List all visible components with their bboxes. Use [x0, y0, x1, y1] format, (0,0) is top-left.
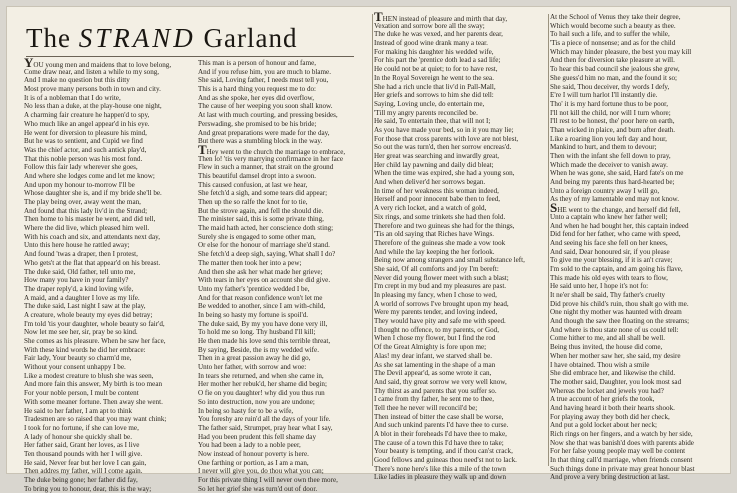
verse-line: The duke being gone; her father did fay,: [24, 476, 138, 484]
verse-line: She said, Of all comforts and joy I'm bereft:: [374, 264, 499, 273]
verse-line: Who much like an angel appear'd in his eye.: [24, 119, 150, 128]
verse-line: But there was a stumbling block in the way.: [198, 137, 323, 146]
verse-line: Were my parents tender, and loving indeed,: [374, 308, 498, 317]
verse-line: You foreshy are ruin'd all the days of your life.: [198, 415, 331, 424]
verse-line: And such unkind parents I'd have thee to curse.: [374, 421, 509, 430]
verse-line: She fetch'd a deep sigh, saying, What shall I do?: [198, 250, 336, 259]
verse-line: So into destruction, now you are undone;: [198, 397, 315, 406]
verse-line: Fair lady, Your beauty so charm'd me,: [24, 354, 132, 363]
verse-line: Like a modest creature to blush she was seen,: [24, 371, 154, 380]
verse-line: They would have pity and safe me with speed.: [374, 317, 506, 326]
verse-line: Her griefs and sorrows to him she did tell:: [374, 91, 494, 100]
verse-line: Follow this fair lady wherever she goes,: [24, 163, 138, 172]
verse-line: In pleasing my fancy, when I chose to wed,: [374, 291, 497, 299]
verse-line: Then in a great passion away he did go,: [198, 354, 311, 363]
verse-line: Being thus invited, the house did come,: [550, 343, 663, 352]
verse-line: She guess'd him no man, and the found it so;: [550, 73, 677, 82]
verse-line: And though the saw thee floating on the streams;: [550, 317, 690, 326]
verse-line: So out the was turn'd, then her sorrow encreas'd.: [374, 143, 512, 152]
verse-line: The play being over, away went the man,: [24, 198, 141, 206]
verse-line: Good fellows and guineas thou need'st not to lack.: [374, 456, 517, 465]
verse-line: Instead of good wine drank many a tear.: [374, 39, 488, 48]
verse-line: O fie on you daughter! why did you thus run: [198, 389, 325, 398]
verse-line: He said, To entertain thee, that will not I;: [374, 117, 491, 126]
verse-line: And while the lay keeping the her forlook.: [374, 247, 495, 256]
verse-line: Like a roaring lion you left day and hour,: [550, 134, 667, 143]
verse-line: Then with the infant she fell down to pray,: [550, 152, 671, 160]
verse-line: THEN instead of pleasure and mirth that day,: [374, 9, 508, 24]
verse-line: Never did young flower meet with such a blast;: [374, 273, 509, 282]
verse-line: Thy thirst as and parents that you suffer so.: [374, 386, 497, 395]
verse-column-2: [198, 59, 370, 493]
verse-line: But the strove again, and fell the should die.: [198, 206, 324, 215]
verse-line: Be wedded to another, since I am with-child,: [198, 302, 326, 311]
verse-line: I came from thy father, he sent me to thee,: [374, 395, 495, 404]
verse-line: Herself and poor innocent babe then to feed,: [374, 195, 501, 204]
verse-line: At last with much courting, and pressing besides,: [198, 111, 338, 120]
verse-line: Such things done in private may great honour blast: [550, 464, 695, 473]
column-divider: [372, 14, 373, 466]
verse-line: To give me your blessing, if it is an't crave;: [550, 256, 673, 265]
verse-line: And said, thy great sorrow we very well know,: [374, 377, 507, 386]
verse-line: Alas! my dear infant, we starved shall be.: [374, 351, 492, 360]
verse-line: E're I will turn harlot I'll instantly die.: [550, 91, 658, 100]
verse-line: To hail such a life, and to suffer the while,: [550, 30, 670, 39]
verse-line: And then for diversion take pleasure at will.: [550, 56, 675, 65]
verse-line: Tho' it is my hard fortune thus to be poor,: [550, 99, 669, 108]
verse-line: This made his old eyes with tears to flow,: [550, 273, 668, 282]
verse-line: And if you refuse him, you are much to blame.: [198, 67, 331, 76]
verse-line: He then made his love send this terrible threat,: [198, 337, 331, 345]
verse-line: The duke said, Last night I saw at the play,: [24, 302, 146, 311]
verse-line: A charming fair creature he happen'd to spy,: [24, 111, 150, 120]
verse-line: Flew in such a manner, that strait on the ground: [198, 163, 334, 172]
verse-column-1: [24, 55, 194, 493]
verse-line: Unto a captain who knew her father well;: [550, 212, 668, 221]
title-prefix: The: [26, 23, 79, 53]
verse-line: For making his daughter his wedded wife,: [374, 47, 494, 56]
verse-line: Her mother her rebuk'd, her shame did begin;: [198, 380, 327, 389]
verse-line: Rich rings on her fingers, and a watch by her side,: [550, 430, 693, 438]
verse-line: THey went to the church the marriage to embrace,: [198, 141, 346, 157]
verse-line: With his coach and six, and attendants next day,: [24, 232, 160, 241]
verse-line: She fetch'd a sigh, and some tears did appear;: [198, 189, 328, 198]
verse-line: And found that this lady liv'd in the Strand;: [24, 206, 148, 215]
verse-line: As she sat lamenting in the shape of a man: [374, 360, 496, 369]
verse-line: Was the chief actor, and such antick play'd,: [24, 145, 147, 154]
verse-line: She comes as his pleasure. When he saw her face,: [24, 337, 166, 345]
verse-line: To hold me so long. Thy husband I'll kill;: [198, 328, 316, 337]
verse-line: One farthing or portion, as I am a man,: [198, 458, 309, 467]
verse-line: Saying, Loving uncle, do entertain me,: [374, 99, 485, 108]
verse-line: Then addres my father, will I come again.: [24, 467, 143, 476]
verse-line: Surely she is engaged to some other man,: [198, 232, 316, 241]
verse-line: With tears in her eyes on account she did give.: [198, 276, 331, 285]
verse-line: This is a hard thing you request me to do:: [198, 85, 317, 94]
verse-line: A creature, whole beauty my eyes did betray;: [24, 310, 153, 319]
verse-line: When the time was expired, she had a young son,: [374, 169, 515, 178]
verse-line: Her child lay pawning and daily did bleat;: [374, 160, 494, 169]
verse-line: Being now among strangers and small substance left,: [374, 256, 525, 265]
verse-line: Your beauty is tempting, and if thou can'st crack,: [374, 447, 513, 456]
verse-line: And then she ask her what made her grieve;: [198, 267, 323, 276]
verse-column-3: [374, 9, 546, 482]
verse-line: For his part the 'prentice doth lead a sad life;: [374, 56, 501, 65]
verse-line: This caused confusion, at last we hear,: [198, 180, 308, 189]
verse-line: 'Tis a piece of nonsense; and as for the child: [550, 39, 676, 48]
verse-line: And I make no question but this ditty: [24, 76, 130, 85]
verse-line: Did fend for her father, who came with speed,: [550, 230, 681, 239]
verse-line: The maid hath acted, her conscience doth sting;: [198, 224, 334, 233]
verse-line: Unto a foreign country away I will go,: [550, 186, 660, 195]
verse-line: The minister said, this is some private thing,: [198, 215, 324, 224]
verse-line: Whose daughter she is, and if my bride she'll be.: [24, 189, 162, 198]
verse-line: This man is a person of honour and fame,: [198, 59, 317, 67]
verse-line: Who gets't at the flat that appear'd on his breast.: [24, 258, 161, 267]
verse-line: The cause of a town this I'd have thee to take;: [374, 438, 504, 447]
verse-line: 'Till my angry parents reconciled be.: [374, 108, 478, 117]
verse-line: And great preparations were made for the day,: [198, 128, 330, 137]
verse-line: The cause of her weeping you soon shall know.: [198, 102, 333, 111]
verse-line: The matter then took her into a pew;: [198, 258, 302, 267]
verse-line: Than wicked in plaice, and burn after death.: [550, 125, 676, 134]
verse-line: Most prove many persons both in town and city.: [24, 85, 161, 94]
verse-line: 'Tis an old saying that Riches have Wings.: [374, 230, 495, 239]
verse-line: And found 'twas a draper, then I protest,: [24, 250, 138, 259]
verse-line: I thought no offence, to my parents, or God,: [374, 325, 499, 334]
verse-line: He said to her father, I am apt to think: [24, 406, 133, 415]
verse-line: Therefore of the guineas she made a vow took: [374, 238, 506, 247]
verse-line: As you have made your bed, so in it you may lie;: [374, 125, 514, 134]
verse-line: For her false young people may well be content: [550, 447, 686, 456]
verse-line: The father said, Strumpet, pray hear what I say,: [198, 423, 333, 432]
verse-line: Like ladies in pleasure they walk up and down: [374, 473, 506, 482]
verse-line: Then lo! 'tis very marrying confirmance in her face: [198, 154, 344, 163]
verse-line: Whereas the locket and jewels you had?: [550, 386, 664, 395]
verse-line: But he was to sentient, and Cupid we find: [24, 137, 143, 146]
verse-line: Now let me see her, sir, pray be so kind.: [24, 328, 138, 337]
verse-line: Or else for the honour of marriage she'd stand.: [198, 241, 330, 250]
verse-line: Vexation and sorrow bore all the sway;: [374, 21, 485, 30]
title-rule: [26, 56, 354, 57]
verse-line: For those that cross parents with love are not blest,: [374, 134, 519, 143]
broadside-sheet: [6, 6, 731, 493]
verse-line: Unto my father's 'prentice wedded I be,: [198, 284, 310, 293]
verse-line: And where is thou state none of us could tell:: [550, 325, 679, 334]
verse-line: A lady of honour she quickly shall be.: [24, 432, 132, 441]
column-divider: [548, 14, 549, 466]
verse-line: You had been a lady to a noble peer,: [198, 441, 301, 450]
verse-line: Ten thousand pounds with her I will give.: [24, 449, 143, 458]
verse-line: She said, Thou deceiver, thy words I defy,: [550, 82, 670, 91]
verse-line: Six rings, and some trinkets she had then fold.: [374, 212, 506, 221]
verse-line: And for that reason confidence won't let me: [198, 293, 323, 302]
verse-line: At the School of Venus they take their degree,: [550, 13, 681, 21]
verse-line: The Devil appear'd, as some wrote it can,: [374, 369, 492, 378]
verse-line: In tears she returned, and when she came in,: [198, 371, 324, 380]
verse-line: To hear this bad council she jealous she grew,: [550, 65, 680, 74]
verse-line: Which made the deceiver to vanish away.: [550, 160, 668, 169]
verse-line: And seeing his face she fell on her knees,: [550, 238, 668, 247]
verse-line: A true account of her griefs the took,: [550, 395, 655, 404]
verse-line: A very rich locket, and a watch of gold,: [374, 204, 487, 213]
verse-line: Then home to his master he went, and did tell,: [24, 215, 156, 224]
verse-line: Her father said, Grant her loves, as I live: [24, 441, 140, 450]
verse-line: How many you have in your family?: [24, 276, 129, 285]
verse-line: That this noble person was his most fond.: [24, 154, 143, 163]
garland-title: [26, 20, 366, 56]
verse-line: He said, Never fear but her love I can gain,: [24, 458, 147, 467]
verse-line: I never will give you, do thou what you can;: [198, 467, 324, 476]
verse-line: And upon my honour to-morrow I'll be: [24, 180, 135, 189]
verse-line: And prove a very bring destruction at last.: [550, 473, 670, 482]
verse-line: In time of her weakness this woman indeed,: [374, 186, 499, 195]
verse-line: Which would become such a beauty as thee.: [550, 21, 676, 30]
verse-line: In being so hasty my fortune is spoil'd.: [198, 310, 309, 319]
verse-line: There's none here's like this a mile of the town: [374, 464, 506, 473]
verse-line: Tell thee he never will reconcil'd be;: [374, 403, 478, 412]
verse-line: Where the did live, which pleased him well.: [24, 224, 150, 233]
verse-line: With some meaner fortune. Then away she went.: [24, 397, 163, 406]
verse-line: Perswading, she promised to be his bride;: [198, 119, 317, 128]
verse-line: Then instead of bitter the case shall be worse,: [374, 412, 504, 421]
verse-line: SHE went to the change, and herself did fell,: [550, 200, 681, 216]
verse-line: In the Royal Sovereign he went to the sea.: [374, 73, 494, 82]
verse-line: One night thy mother was haunted with dream: [550, 308, 682, 317]
verse-line: To bring you to honour, dear, this is the way;: [24, 484, 152, 493]
verse-line: I have obtained. Thou wish a smile: [550, 360, 650, 369]
verse-line: A world of sorrows I've brought upon my head,: [374, 299, 509, 308]
verse-line: Now instead of honour poverty is here.: [198, 449, 309, 458]
verse-line: The mother said, Daughter, you look most sad: [550, 377, 682, 386]
verse-line: Her great was searching and inwardly great,: [374, 152, 500, 160]
verse-line: Which may hinder pleasure, the best you may kill: [550, 47, 692, 56]
verse-line: Unto this here house he rattled away;: [24, 241, 130, 250]
verse-line: And where she lodges come and let me know;: [24, 171, 155, 180]
verse-line: In being so hasty for to be a wife,: [198, 406, 294, 415]
title-suffix: Garland: [195, 23, 298, 53]
verse-line: Without your consent unhappy I be.: [24, 363, 126, 372]
verse-line: For your noble person, I mult be content: [24, 389, 139, 398]
title-emphasis: STRAND: [78, 23, 196, 53]
verse-line: As they of my lamentable end may not know.: [550, 195, 679, 204]
verse-line: She said, Loving father, I needs must tell you,: [198, 76, 329, 85]
verse-line: It is of a nobleman that I do write,: [24, 93, 121, 102]
verse-line: A blot in their foreheads I'd have thee to make,: [374, 430, 507, 438]
verse-line: I'll rest to be honest, the' poor here on earth,: [550, 117, 675, 126]
verse-line: I took for no fortune, if she can love me,: [24, 423, 139, 432]
verse-line: A maid, and a daughter I love as my life.: [24, 293, 140, 302]
verse-line: She did embrace her, and likewise the child.: [550, 369, 676, 378]
verse-line: The duke said, By my you have done very ill,: [198, 319, 328, 328]
verse-line: When her mother saw her, she said, my desire: [550, 351, 681, 360]
verse-line: I'm crept in my bud and my pleasures are past.: [374, 282, 507, 291]
verse-line: Now she that was banish'd does with parents abide: [550, 438, 694, 447]
verse-line: By saying, Beside, the is my wedded wife.: [198, 345, 319, 354]
verse-line: He could not be at quiet; to for to have rest,: [374, 65, 498, 74]
verse-line: For playing away they both did her check,: [550, 412, 670, 421]
verse-line: And when he had bought her, this captain indeed: [550, 221, 689, 230]
verse-line: He went for diversion to pleasure his mind,: [24, 128, 147, 137]
verse-line: Mankind to hurt, and them to devour;: [550, 143, 657, 152]
verse-line: Had you been prudent this fell shame day: [198, 432, 316, 441]
verse-line: And as she spoke, her eyes did overflow,: [198, 93, 314, 102]
verse-line: Did prove his child's ruin, thou shalt go with me.: [550, 299, 689, 308]
verse-line: This beautiful damsel dropt into a swoon.: [198, 171, 317, 180]
verse-line: No less than a duke, at the play-house one night,: [24, 102, 162, 111]
verse-column-4: [550, 13, 726, 482]
verse-line: I'm told 'tis your daughter, whole beauty so fair'd,: [24, 319, 165, 328]
verse-line: And having heard it both their hearts shook.: [550, 403, 675, 412]
verse-line: YOU young men and maidens that to love belong,: [24, 55, 172, 70]
verse-line: And more fain this answer, My birth is too mean: [24, 380, 163, 389]
verse-line: And said, Dear honoured sir, if you please: [550, 247, 670, 256]
verse-line: When I chose my flower, but I find the rod: [374, 334, 496, 343]
verse-line: Therefore and two guineas she had for the things,: [374, 221, 515, 230]
verse-line: And being my parents thus hard-hearted be;: [550, 178, 675, 187]
verse-line: He said unto her, I hope it's not fo:: [550, 282, 649, 291]
verse-line: In that thing call'd marriage, when friends consent: [550, 456, 693, 465]
verse-line: Of the Great Almighty is fore upon me;: [374, 343, 487, 352]
verse-line: So let her grief she was turn'd out of door.: [198, 484, 318, 493]
verse-line: For this private thing I will never own thee more,: [198, 476, 338, 484]
verse-line: Unto her father, with sorrow and woe:: [198, 363, 307, 372]
verse-line: The duke he was vexed, and her parents dear,: [374, 30, 503, 39]
verse-line: And put a gold locket about her neck;: [550, 421, 657, 430]
verse-line: Tradesmen are so raised that you may want chink;: [24, 415, 167, 424]
verse-line: It ne'er shall be said, Thy father's cruelty: [550, 291, 666, 299]
verse-line: I'm sold to the captain, and am going his flave,: [550, 264, 683, 273]
verse-line: I'll not kill the child, nor will I turn whore;: [550, 108, 671, 117]
verse-line: With these kind words he did her embrace:: [24, 345, 146, 354]
verse-line: Come hither to me, and all shall be well.: [550, 334, 666, 343]
verse-line: Come draw near, and listen a while to my song,: [24, 67, 160, 76]
verse-line: The duke said, Old father, tell unto me,: [24, 267, 136, 276]
verse-line: Then up the so ralfe the knot for to tie,: [198, 198, 308, 206]
verse-line: She had a rich uncle that liv'd in Pall-Mall,: [374, 82, 496, 91]
verse-line: The draper reply'd, a kind loving wife,: [24, 284, 134, 293]
verse-line: And when deliver'd her sorrows began.: [374, 178, 486, 187]
verse-line: When he was gone, she said, Hard fate's on me: [550, 169, 684, 178]
